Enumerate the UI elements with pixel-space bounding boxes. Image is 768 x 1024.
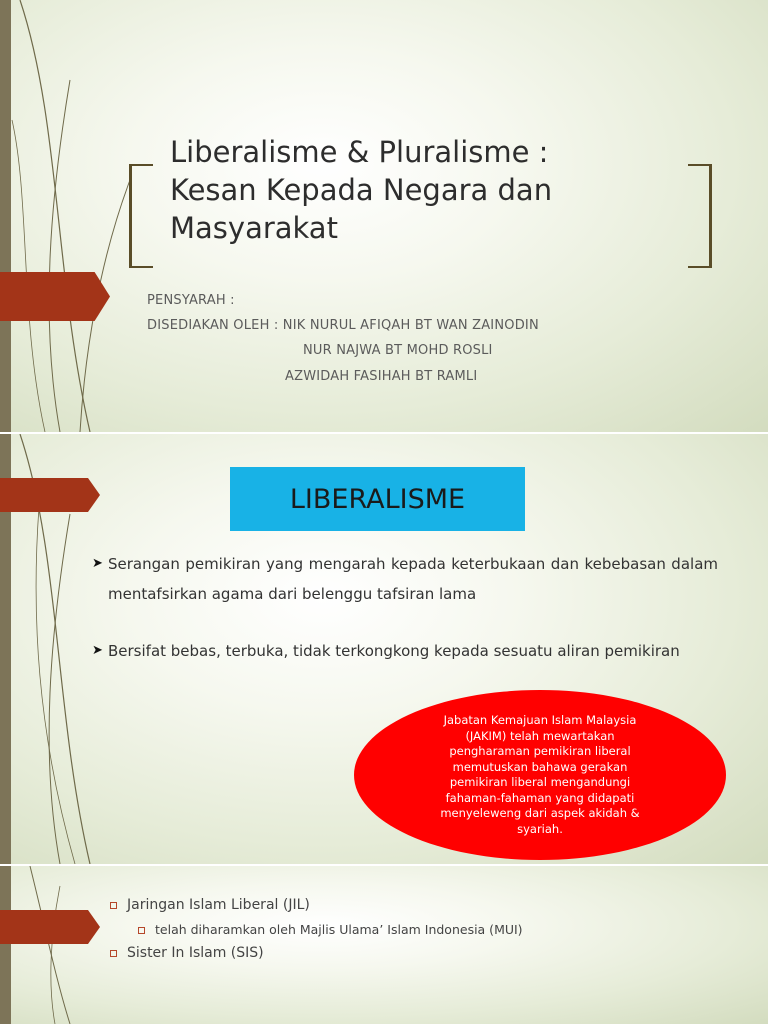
accent-tab bbox=[0, 478, 100, 512]
section-heading: LIBERALISME bbox=[289, 483, 466, 515]
arrow-bullet-icon: ➤ bbox=[92, 556, 103, 571]
list-subitem bbox=[138, 922, 523, 937]
slide-title: Liberalisme & Pluralisme : Kesan Kepada Negara dan Masyarakat bbox=[170, 135, 553, 245]
author-name: NUR NAJWA BT MOHD ROSLI bbox=[303, 343, 493, 358]
callout-text: Jabatan Kemajuan Islam Malaysia (JAKIM) telah mewartakan pengharaman pemikiran liberal memutuskan bahawa gerakan pemikiran liberal mengandungi fahaman-fahaman yang didapati menyeleweng dari aspek akidah & syariah. bbox=[440, 713, 640, 836]
slide-3 bbox=[0, 866, 768, 1024]
list-item-text: Jaringan Islam Liberal (JIL) bbox=[127, 897, 310, 913]
accent-tab bbox=[0, 910, 100, 944]
list-item-text: Sister In Islam (SIS) bbox=[127, 945, 264, 961]
bullet-item bbox=[92, 636, 720, 666]
list-subitem-text: telah diharamkan oleh Majlis Ulama’ Islam Indonesia (MUI) bbox=[155, 922, 523, 937]
square-bullet-icon bbox=[138, 927, 145, 934]
section-heading-box bbox=[230, 467, 525, 531]
bullet-text: Bersifat bebas, terbuka, tidak terkongkong kepada sesuatu aliran pemikiran bbox=[108, 642, 680, 660]
slide-1 bbox=[0, 0, 768, 432]
slide-2 bbox=[0, 434, 768, 864]
right-bracket bbox=[688, 164, 712, 268]
decorative-curves bbox=[0, 0, 140, 432]
prepared-by: DISEDIAKAN OLEH : NIK NURUL AFIQAH BT WAN ZAINODIN bbox=[147, 318, 539, 333]
author-name: AZWIDAH FASIHAH BT RAMLI bbox=[285, 369, 478, 384]
list-item bbox=[110, 897, 310, 913]
left-bracket bbox=[129, 164, 153, 268]
lecturer-label: PENSYARAH : bbox=[147, 293, 235, 308]
list-item bbox=[110, 945, 264, 961]
bullet-item bbox=[92, 549, 720, 609]
accent-tab bbox=[0, 272, 110, 321]
square-bullet-icon bbox=[110, 902, 117, 909]
arrow-bullet-icon: ➤ bbox=[92, 643, 103, 658]
bullet-text: Serangan pemikiran yang mengarah kepada keterbukaan dan kebebasan dalam mentafsirkan agama dari belenggu tafsiran lama bbox=[108, 555, 718, 603]
square-bullet-icon bbox=[110, 950, 117, 957]
